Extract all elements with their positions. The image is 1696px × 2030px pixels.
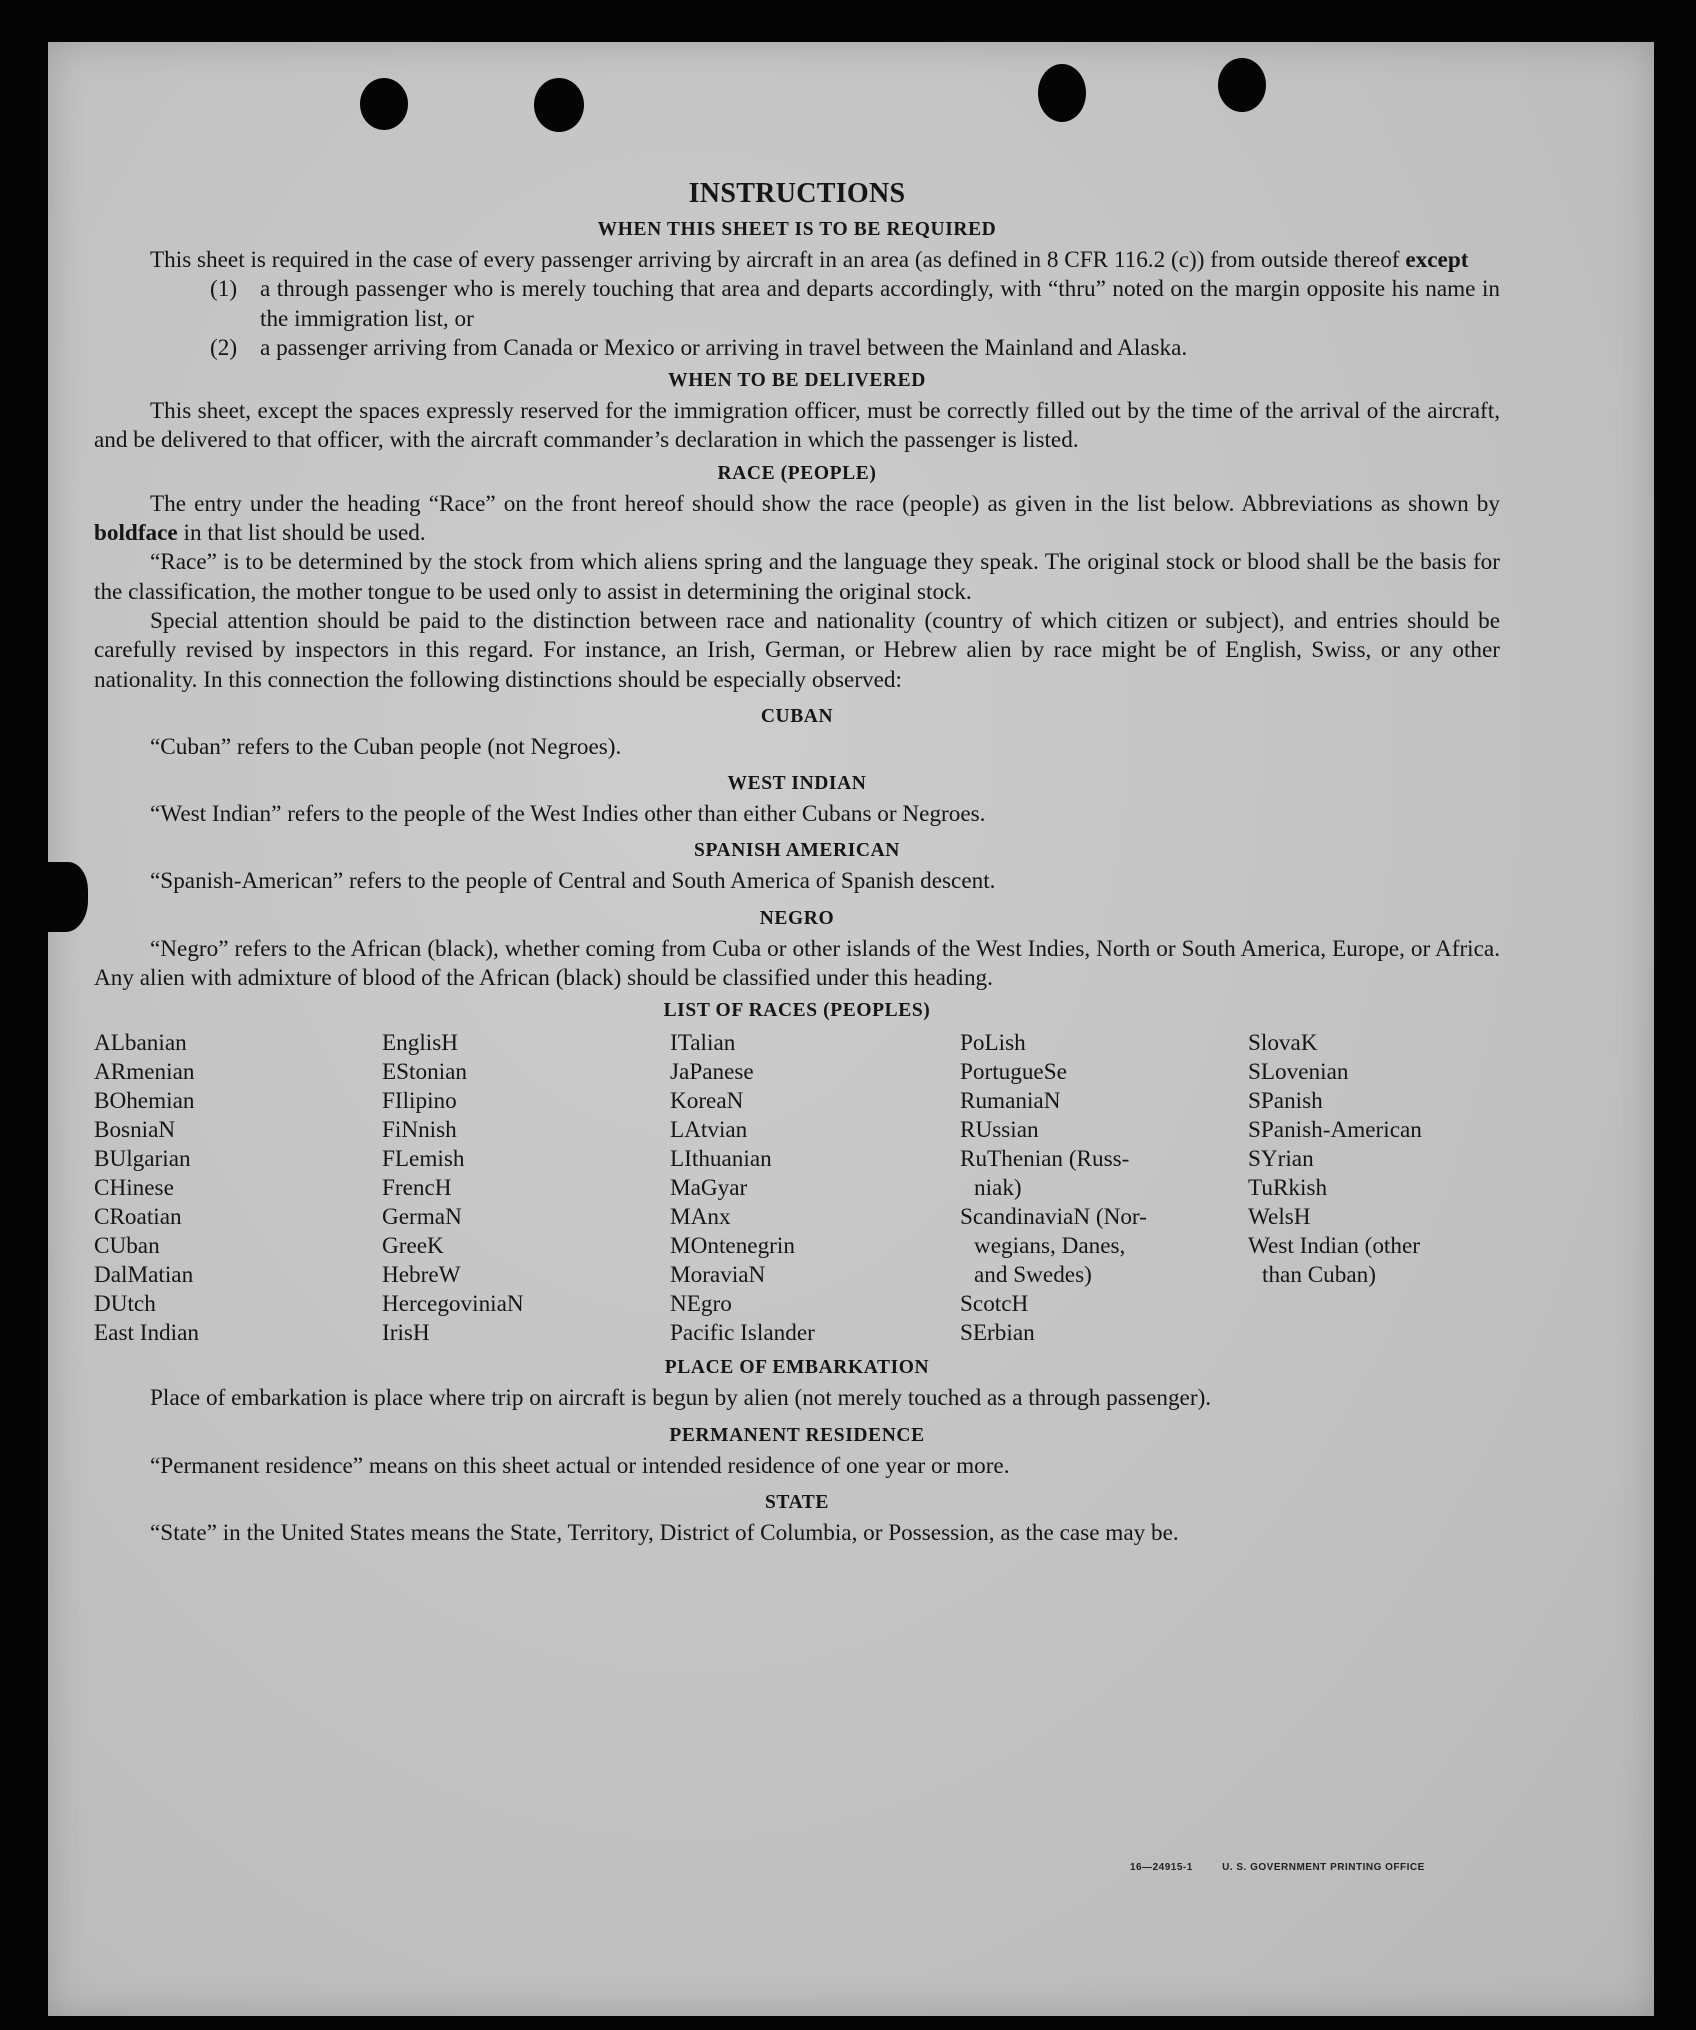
race-entry: TuRkish: [1248, 1175, 1328, 1202]
race-entry: ITalian: [670, 1030, 736, 1057]
race-entry: SPanish: [1248, 1088, 1323, 1115]
paragraph-state: “State” in the United States means the State, Territory, District of Columbia, or Possession, as the case may be.: [150, 1519, 1179, 1546]
races-column: [94, 1029, 382, 1348]
punch-hole: [1038, 64, 1086, 122]
page-title: INSTRUCTIONS: [688, 178, 906, 209]
punch-hole: [1218, 58, 1266, 112]
race-entry: RuThenian (Russ-: [960, 1146, 1130, 1173]
races-column: [1248, 1029, 1500, 1348]
race-entry: JaPanese: [670, 1059, 754, 1086]
race-entry: PoLish: [960, 1030, 1026, 1057]
race-entry: niak): [974, 1175, 1022, 1202]
race-entry: GermaN: [382, 1204, 462, 1231]
race-entry: BOhemian: [94, 1088, 195, 1115]
race-entry: NEgro: [670, 1291, 732, 1318]
race-entry: FIlipino: [382, 1088, 457, 1115]
heading-list-of-races: LIST OF RACES (PEOPLES): [663, 1000, 931, 1022]
race-entry: MAnx: [670, 1204, 731, 1231]
heading-when-delivered: WHEN TO BE DELIVERED: [668, 370, 926, 392]
race-entry: East Indian: [94, 1320, 199, 1347]
races-column: [670, 1029, 960, 1348]
race-entry: KoreaN: [670, 1088, 744, 1115]
paragraph-residence: “Permanent residence” means on this sheet actual or intended residence of one year or more.: [150, 1452, 1010, 1479]
paragraph-west-indian: “West Indian” refers to the people of the West Indies other than either Cubans or Negroes.: [150, 801, 986, 828]
heading-negro: NEGRO: [759, 907, 835, 929]
race-entry: EStonian: [382, 1059, 468, 1086]
heading-residence: PERMANENT RESIDENCE: [669, 1424, 925, 1446]
race-entry: LAtvian: [670, 1117, 748, 1144]
race-entry: Pacific Islander: [670, 1320, 815, 1347]
race-entry: SErbian: [960, 1320, 1035, 1347]
form-number: 16—24915-1: [1130, 1862, 1193, 1873]
race-entry: FiNnish: [382, 1117, 457, 1144]
race-entry: HercegoviniaN: [382, 1291, 524, 1318]
race-entry: wegians, Danes,: [974, 1233, 1126, 1260]
paragraph-when-required: This sheet is required in the case of every passenger arriving by aircraft in an area (as defined in 8 CFR 116.2 (c)) from outside thereof except: [150, 247, 1469, 273]
list-item: (2) a passenger arriving from Canada or Mexico or arriving in travel between the Mainland and Alaska.: [210, 334, 1188, 361]
race-entry: BUlgarian: [94, 1146, 191, 1173]
race-entry: and Swedes): [974, 1262, 1092, 1289]
heading-race: RACE (PEOPLE): [717, 462, 877, 484]
race-entry: SPanish-American: [1248, 1117, 1422, 1144]
races-list: [94, 1029, 1500, 1348]
paragraph-race-1: The entry under the heading “Race” on the front hereof should show the race (people) as given in the list below. Abbreviations as shown by boldface in that list should be used.: [94, 490, 1500, 547]
race-entry: ARmenian: [94, 1059, 195, 1086]
race-entry: CUban: [94, 1233, 160, 1260]
paragraph-spanish-american: “Spanish-American” refers to the people of Central and South America of Spanish descent.: [150, 868, 996, 895]
race-entry: MoraviaN: [670, 1262, 766, 1289]
race-entry: RumaniaN: [960, 1088, 1061, 1115]
heading-embarkation: PLACE OF EMBARKATION: [664, 1357, 930, 1379]
races-column: [382, 1029, 670, 1348]
race-entry: FLemish: [382, 1146, 465, 1173]
races-column: [960, 1029, 1248, 1348]
list-item: (1) a through passenger who is merely touching that area and departs accordingly, with “thru” noted on the margin opposite his name in the immigration list, or: [210, 276, 1500, 332]
print-footer: [1130, 1862, 1451, 1873]
heading-state: STATE: [764, 1491, 830, 1513]
race-entry: MaGyar: [670, 1175, 748, 1202]
race-entry: SYrian: [1248, 1146, 1314, 1173]
paragraph-negro: “Negro” refers to the African (black), whether coming from Cuba or other islands of the West Indies, North or South America, Europe, or Africa. Any alien with admixture of blood of the African (black) should be classified under this heading.: [94, 935, 1500, 992]
race-entry: BosniaN: [94, 1117, 176, 1144]
race-entry: IrisH: [382, 1320, 430, 1347]
race-entry: ScotcH: [960, 1291, 1029, 1318]
heading-cuban: CUBAN: [760, 705, 834, 727]
race-entry: PortugueSe: [960, 1059, 1067, 1086]
printer-line: U. S. GOVERNMENT PRINTING OFFICE: [1222, 1862, 1425, 1873]
instructions-body: [94, 176, 1500, 1548]
race-entry: FrencH: [382, 1175, 452, 1202]
paragraph-race-3: Special attention should be paid to the distinction between race and nationality (country of which citizen or subject), and entries should be carefully revised by inspectors in this regard. For instance, an Irish, German, or Hebrew alien by race might be of English, Swiss, or any other nationality. In this connection the following distinctions should be especially observed:: [94, 607, 1500, 693]
heading-spanish-american: SPANISH AMERICAN: [694, 840, 900, 862]
race-entry: CHinese: [94, 1175, 174, 1202]
race-entry: CRoatian: [94, 1204, 182, 1231]
heading-west-indian: WEST INDIAN: [727, 773, 867, 795]
paragraph-when-delivered: This sheet, except the spaces expressly reserved for the immigration officer, must be correctly filled out by the time of the arrival of the aircraft, and be delivered to that officer, with the aircraft commander’s declaration in which the passenger is listed.: [94, 398, 1500, 454]
punch-hole: [360, 78, 408, 130]
race-entry: MOntenegrin: [670, 1233, 795, 1260]
paragraph-race-2: “Race” is to be determined by the stock from which aliens spring and the language they speak. The original stock or blood shall be the basis for the classification, the mother tongue to be used only to assist in determining the original stock.: [94, 549, 1500, 605]
paragraph-embarkation: Place of embarkation is place where trip on aircraft is begun by alien (not merely touched as a through passenger).: [150, 1385, 1212, 1412]
torn-edge: [38, 862, 88, 932]
race-entry: than Cuban): [1262, 1262, 1376, 1289]
race-entry: LIthuanian: [670, 1146, 772, 1173]
race-entry: DalMatian: [94, 1262, 194, 1289]
heading-when-required: WHEN THIS SHEET IS TO BE REQUIRED: [597, 219, 997, 240]
paragraph-cuban: “Cuban” refers to the Cuban people (not Negroes).: [150, 733, 622, 760]
race-entry: SlovaK: [1248, 1030, 1318, 1057]
race-entry: WelsH: [1248, 1204, 1311, 1231]
race-entry: ALbanian: [94, 1030, 187, 1057]
race-entry: ScandinaviaN (Nor-: [960, 1204, 1147, 1231]
race-entry: West Indian (other: [1248, 1233, 1420, 1260]
race-entry: RUssian: [960, 1117, 1039, 1144]
race-entry: EnglisH: [382, 1030, 459, 1057]
punch-hole: [534, 78, 584, 132]
race-entry: SLovenian: [1248, 1059, 1349, 1086]
race-entry: GreeK: [382, 1233, 444, 1260]
race-entry: DUtch: [94, 1291, 156, 1318]
race-entry: HebreW: [382, 1262, 461, 1289]
